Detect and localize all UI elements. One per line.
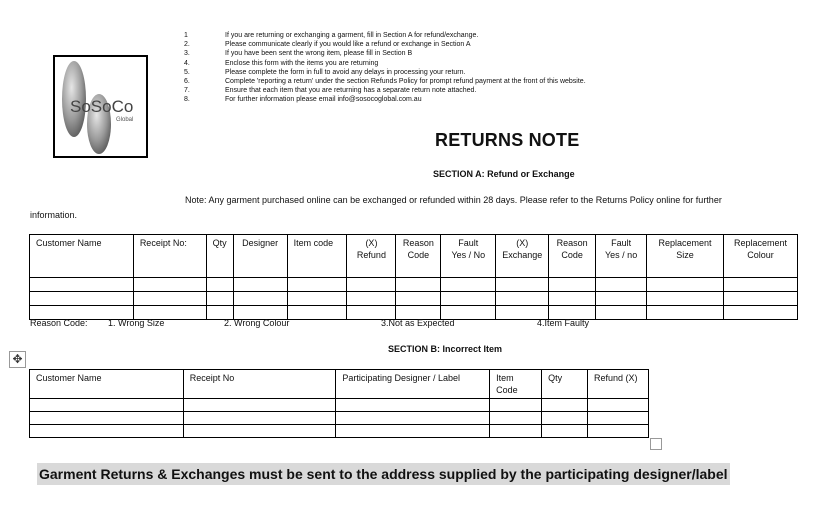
instruction-number: 3. [184,50,190,58]
instruction-item [178,86,586,95]
instruction-number: 5. [184,68,190,76]
instruction-text: If you are returning or exchanging a garment, fill in Section A for refund/exchange. [225,32,479,39]
table-cell[interactable] [723,278,797,292]
table-cell[interactable] [496,278,549,292]
column-header [596,235,647,278]
table-cell[interactable] [206,278,233,292]
table-cell[interactable] [542,399,588,412]
table-cell[interactable] [647,292,724,306]
logo-graphic [55,57,146,156]
table-cell[interactable] [441,292,496,306]
section-a-heading: SECTION A: Refund or Exchange [433,169,575,179]
table-cell[interactable] [30,412,184,425]
column-header [723,235,797,278]
table-row [30,399,649,412]
table-row [30,278,798,292]
resize-handle-icon[interactable] [650,438,662,450]
section-a-note: Note: Any garment purchased online can be exchanged or refunded within 28 days. Please refer to the Returns Policy online for further [185,195,722,205]
column-header-text: (X) [365,238,378,248]
logo-tagline: Global [116,117,134,123]
instruction-text: Please complete the form in full to avoid any delays in processing your return. [225,68,466,76]
table-cell[interactable] [542,425,588,438]
column-header [490,370,542,399]
column-header-text: Item code [293,238,334,248]
column-header [347,235,396,278]
footer-notice: Garment Returns & Exchanges must be sent to the address supplied by the participating designer/label [37,463,730,485]
instruction-item [178,59,586,68]
column-header-text: Fault [458,238,479,248]
table-row [30,425,649,438]
instruction-number: 2. [184,41,190,49]
column-header-text: Participating Designer / Label [342,373,460,383]
section-a-note-continued: information. [30,210,78,220]
table-cell[interactable] [441,278,496,292]
instruction-number: 1 [184,32,188,39]
instruction-number: 6. [184,78,190,86]
table-cell[interactable] [490,425,542,438]
instruction-item [178,31,586,40]
table-row [30,292,798,306]
instruction-text: If you have been sent the wrong item, please fill in Section B [225,50,413,58]
instruction-text: Enclose this form with the items you are returning [225,59,379,67]
instruction-item [178,49,586,58]
column-header-text: Reason [402,238,434,248]
table-cell[interactable] [336,399,490,412]
table-cell[interactable] [596,292,647,306]
table-cell[interactable] [206,292,233,306]
column-header [647,235,724,278]
table-cell[interactable] [496,292,549,306]
column-header [441,235,496,278]
table-cell[interactable] [396,278,441,292]
column-header-text: Code [407,250,430,260]
instruction-text: Ensure that each item that you are returning has a separate return note attached. [225,87,477,95]
column-header-text: Fault [611,238,632,248]
reason-code-label: Reason Code: [30,318,88,328]
column-header-text: Exchange [502,250,543,260]
instruction-number: 8. [184,96,190,104]
table-cell[interactable] [183,425,336,438]
logo-name: SoSoCo [70,97,134,116]
table-cell[interactable] [396,292,441,306]
column-header [233,235,287,278]
column-header-text: Customer Name [36,238,102,248]
table-cell[interactable] [287,278,347,292]
table-cell[interactable] [347,278,396,292]
column-header-text: Item [496,373,514,383]
reason-code-item: 1. Wrong Size [108,318,165,328]
column-header-text: Colour [747,250,774,260]
table-cell[interactable] [723,292,797,306]
table-row [30,412,649,425]
table-cell[interactable] [347,292,396,306]
table-cell[interactable] [133,278,206,292]
instruction-text: Complete 'reporting a return' under the section Refunds Policy for prompt refund payment at the front of this website. [225,78,586,86]
column-header [396,235,441,278]
reason-code-item: 3.Not as Expected [381,318,455,328]
table-cell[interactable] [596,278,647,292]
column-header [336,370,490,399]
section-a-table [29,234,798,320]
reason-codes [30,318,800,330]
column-header-text: Receipt No: [139,238,187,248]
column-header-text: Customer Name [36,373,102,383]
table-cell[interactable] [336,412,490,425]
table-cell[interactable] [287,292,347,306]
table-cell[interactable] [588,399,649,412]
column-header [542,370,588,399]
table-cell[interactable] [549,292,596,306]
column-header-text: Code [496,385,518,395]
instruction-number: 7. [184,87,190,95]
instructions-list [178,31,586,105]
instruction-text: For further information please email info@sosocoglobal.com.au [225,96,422,104]
table-cell[interactable] [549,278,596,292]
instruction-text: Please communicate clearly if you would like a refund or exchange in Section A [225,41,471,49]
column-header-text: Replacement [658,238,712,248]
column-header-text: Reason [556,238,588,248]
column-header-text: Code [561,250,583,260]
table-cell[interactable] [30,292,134,306]
instruction-number: 4. [184,59,190,67]
column-header [133,235,206,278]
table-cell[interactable] [133,292,206,306]
column-header-text: Refund [356,250,386,260]
column-header-text: Designer [242,238,279,248]
table-cell[interactable] [30,278,134,292]
logo [53,55,148,158]
column-header-text: Refund (X) [594,373,638,383]
column-header-text: (X) [516,238,529,248]
table-cell[interactable] [30,425,184,438]
instruction-item [178,77,586,86]
column-header [183,370,336,399]
move-handle-icon[interactable]: ✥ [9,351,26,368]
instruction-item [178,95,586,104]
reason-code-item: 2. Wrong Colour [224,318,290,328]
table-cell[interactable] [183,412,336,425]
section-b-table [29,369,649,438]
column-header [30,370,184,399]
table-cell[interactable] [233,292,287,306]
column-header [496,235,549,278]
column-header [588,370,649,399]
table-cell[interactable] [336,425,490,438]
table-cell[interactable] [542,412,588,425]
column-header-text: Size [676,250,694,260]
table-cell[interactable] [490,399,542,412]
column-header [549,235,596,278]
table-cell[interactable] [588,425,649,438]
column-header-text: Qty [212,238,227,248]
instruction-item [178,40,586,49]
table-cell[interactable] [30,399,184,412]
column-header-text: Receipt No [189,373,235,383]
table-cell[interactable] [490,412,542,425]
column-header [287,235,347,278]
column-header-text: Yes / No [451,250,486,260]
table-cell[interactable] [588,412,649,425]
section-b-heading: SECTION B: Incorrect Item [388,344,503,354]
table-cell[interactable] [183,399,336,412]
instruction-item [178,68,586,77]
column-header-text: Replacement [733,238,787,248]
table-cell[interactable] [233,278,287,292]
page-title: RETURNS NOTE [435,130,580,150]
column-header-text: Qty [548,373,563,383]
table-cell[interactable] [647,278,724,292]
column-header-text: Yes / no [605,250,638,260]
column-header [206,235,233,278]
reason-code-item: 4.Item Faulty [537,318,590,328]
column-header [30,235,134,278]
